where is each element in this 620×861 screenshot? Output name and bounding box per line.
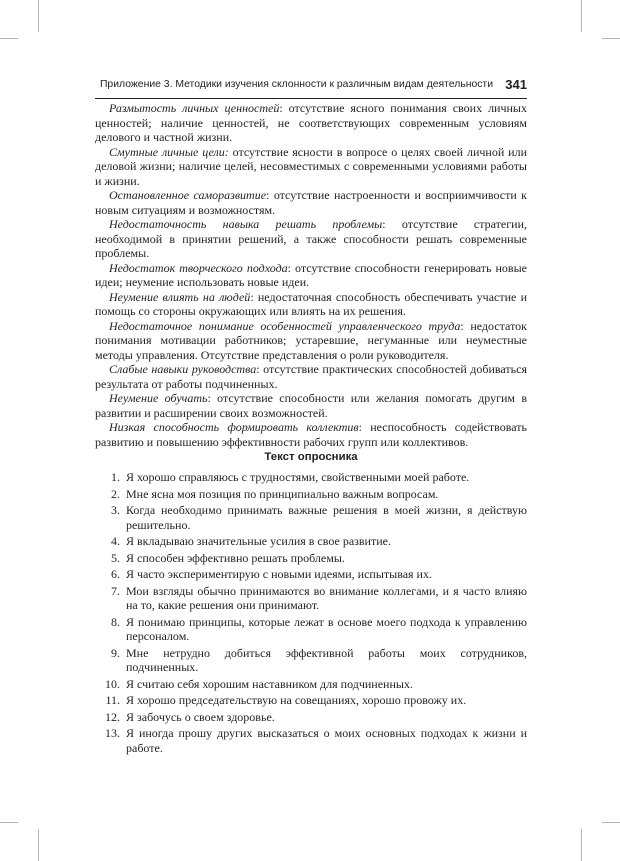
question-text: Мне нетрудно добиться эффективной работы моих сотрудников, подчиненных.: [126, 645, 527, 674]
definition-text: отсутствие стратегии, необходимой в принятии решений, а также способности решать современные проблемы.: [95, 217, 528, 260]
question-item: [95, 726, 527, 755]
question-number: 9.: [111, 645, 120, 660]
question-number: 10.: [105, 676, 120, 691]
definition-text: недостаток понимания мотивации работников; устаревшие, негуманные или неуместные методы управления. Отсутствие представления о роли руководителя.: [95, 318, 527, 362]
crop-mark: [581, 0, 582, 32]
definition-paragraph: Недостаточное понимание особенностей управленческого труда: недостаток понимания мотивации работников; устаревшие, негуманные или неуместные методы управления. Отсутствие представления о роли руководителя.: [95, 318, 527, 362]
definition-paragraph: [95, 145, 527, 189]
definition-paragraph: Недостаточность навыка решать проблемы: отсутствие стратегии, необходимой в принятии решений, а также способности решать современные проблемы.: [95, 217, 528, 260]
question-item: [95, 584, 527, 613]
question-item: [95, 534, 527, 549]
definition-paragraph: Недостаток творческого подхода: отсутствие способности генерировать новые идеи; неумение использовать новые идеи.: [95, 260, 527, 289]
question-text: Я забочусь о своем здоровье.: [126, 709, 275, 724]
running-title: Приложение 3. Методики изучения склонности к различным видам деятельности: [99, 79, 493, 90]
question-item: [95, 470, 527, 485]
crop-mark: [0, 38, 18, 39]
definition-text: отсутствие способности генерировать новые идеи; неумение использовать новые идеи.: [95, 260, 527, 289]
question-item: [95, 710, 527, 725]
question-item: [95, 677, 527, 692]
crop-mark: [581, 829, 582, 861]
crop-mark: [38, 0, 39, 32]
question-item: [95, 646, 527, 675]
question-text: Я часто экспериментирую с новыми идеями, испытывая их.: [126, 567, 432, 581]
question-text: Я хорошо председательствую на совещаниях, хорошо провожу их.: [126, 693, 467, 707]
crop-mark: [38, 829, 39, 861]
definition-term: Неумение влиять на людей: [109, 289, 251, 304]
questionnaire-list: [95, 470, 527, 757]
question-text: Когда необходимо принимать важные решения в моей жизни, я действую решительно.: [126, 503, 527, 532]
definition-paragraph: Остановленное саморазвитие: отсутствие настроенности и восприимчивости к новым ситуациям и возможностям.: [95, 188, 527, 217]
crop-mark: [0, 822, 18, 823]
question-item: [95, 615, 527, 644]
page-header: [95, 76, 527, 99]
definition-paragraph: Низкая способность формировать коллектив: неспособность содействовать развитию и повышению эффективности рабочих групп или коллективов.: [95, 420, 527, 449]
definition-text: отсутствие настроенности и восприимчивости к новым ситуациям и возможностям.: [95, 188, 527, 217]
question-text: Я способен эффективно решать проблемы.: [126, 550, 345, 565]
question-number: 1.: [111, 470, 120, 484]
definition-text: недостаточная способность обеспечивать участие и помощь со стороны окружающих или влиять на их решения.: [95, 289, 527, 318]
definition-text: отсутствие ясности в вопросе о целях своей личной или деловой жизни; наличие целей, несовместимых с современными условиями работы и жизни.: [95, 144, 527, 188]
crop-mark: [602, 38, 620, 39]
definition-term: Низкая способность формировать коллектив: [109, 420, 359, 434]
question-number: 3.: [111, 503, 120, 517]
question-number: 7.: [111, 583, 120, 598]
question-text: Я считаю себя хорошим наставником для подчиненных.: [126, 676, 413, 691]
question-number: 11.: [105, 693, 120, 707]
definition-term: Недостаток творческого подхода: [109, 260, 288, 275]
question-text: Мои взгляды обычно принимаются во внимание коллегами, и я часто влияю на то, какие решения они принимают.: [126, 583, 527, 612]
definition-text: отсутствие способности или желания помогать другим в развитии и расширении своих возможностей.: [95, 391, 527, 420]
definition-term: Неумение обучать: [109, 391, 208, 405]
question-number: 4.: [111, 534, 120, 548]
question-item: [95, 567, 527, 582]
definition-text: отсутствие практических способностей добиваться результата от работы подчиненных.: [95, 362, 527, 391]
question-number: 2.: [111, 486, 120, 501]
definition-term: Размытость личных ценностей: [109, 101, 280, 115]
definition-paragraph: Размытость личных ценностей: отсутствие ясного понимания своих личных ценностей; наличие ценностей, не соответствующих современным условиям делового и частной жизни.: [95, 101, 527, 144]
definition-term: Слабые навыки руководства: [109, 362, 257, 376]
definition-paragraph: Неумение влиять на людей: недостаточная способность обеспечивать участие и помощь со стороны окружающих или влиять на их решения.: [95, 289, 527, 318]
page-number: 341: [505, 77, 527, 92]
definition-term: Недостаточность навыка решать проблемы: [109, 217, 383, 231]
question-text: Я иногда прошу других высказаться о моих основных подходах к жизни и работе.: [126, 726, 527, 755]
definition-text: неспособность содействовать развитию и повышению эффективности рабочих групп или коллективов.: [95, 420, 527, 449]
question-item: [95, 551, 527, 566]
question-item: [95, 503, 527, 532]
definitions-section: [95, 101, 527, 449]
question-text: Я понимаю принципы, которые лежат в основе моего подхода к управлению персоналом.: [126, 614, 527, 643]
question-number: 8.: [111, 614, 120, 629]
question-item: [95, 487, 527, 502]
question-number: 13.: [105, 726, 120, 740]
definition-paragraph: Слабые навыки руководства: отсутствие практических способностей добиваться результата от работы подчиненных.: [95, 362, 527, 391]
question-item: [95, 693, 527, 708]
question-number: 12.: [105, 709, 120, 724]
question-text: Я хорошо справляюсь с трудностями, свойственными моей работе.: [126, 470, 470, 484]
question-text: Мне ясна моя позиция по принципиально важным вопросам.: [126, 486, 439, 501]
definition-paragraph: Неумение обучать: отсутствие способности или желания помогать другим в развитии и расширении своих возможностей.: [95, 391, 527, 420]
crop-mark: [602, 822, 620, 823]
definition-text: отсутствие ясного понимания своих личных ценностей; наличие ценностей, не соответствующих современным условиям делового и частной жизни.: [95, 101, 527, 144]
section-title: Текст опросника: [264, 451, 358, 463]
definition-term: Смутные личные цели:: [109, 144, 229, 159]
question-text: Я вкладываю значительные усилия в свое развитие.: [126, 534, 391, 548]
definition-term: Недостаточное понимание особенностей управленческого труда: [109, 318, 461, 333]
question-number: 6.: [111, 567, 120, 581]
definition-term: Остановленное саморазвитие: [109, 188, 267, 202]
question-number: 5.: [111, 550, 120, 565]
